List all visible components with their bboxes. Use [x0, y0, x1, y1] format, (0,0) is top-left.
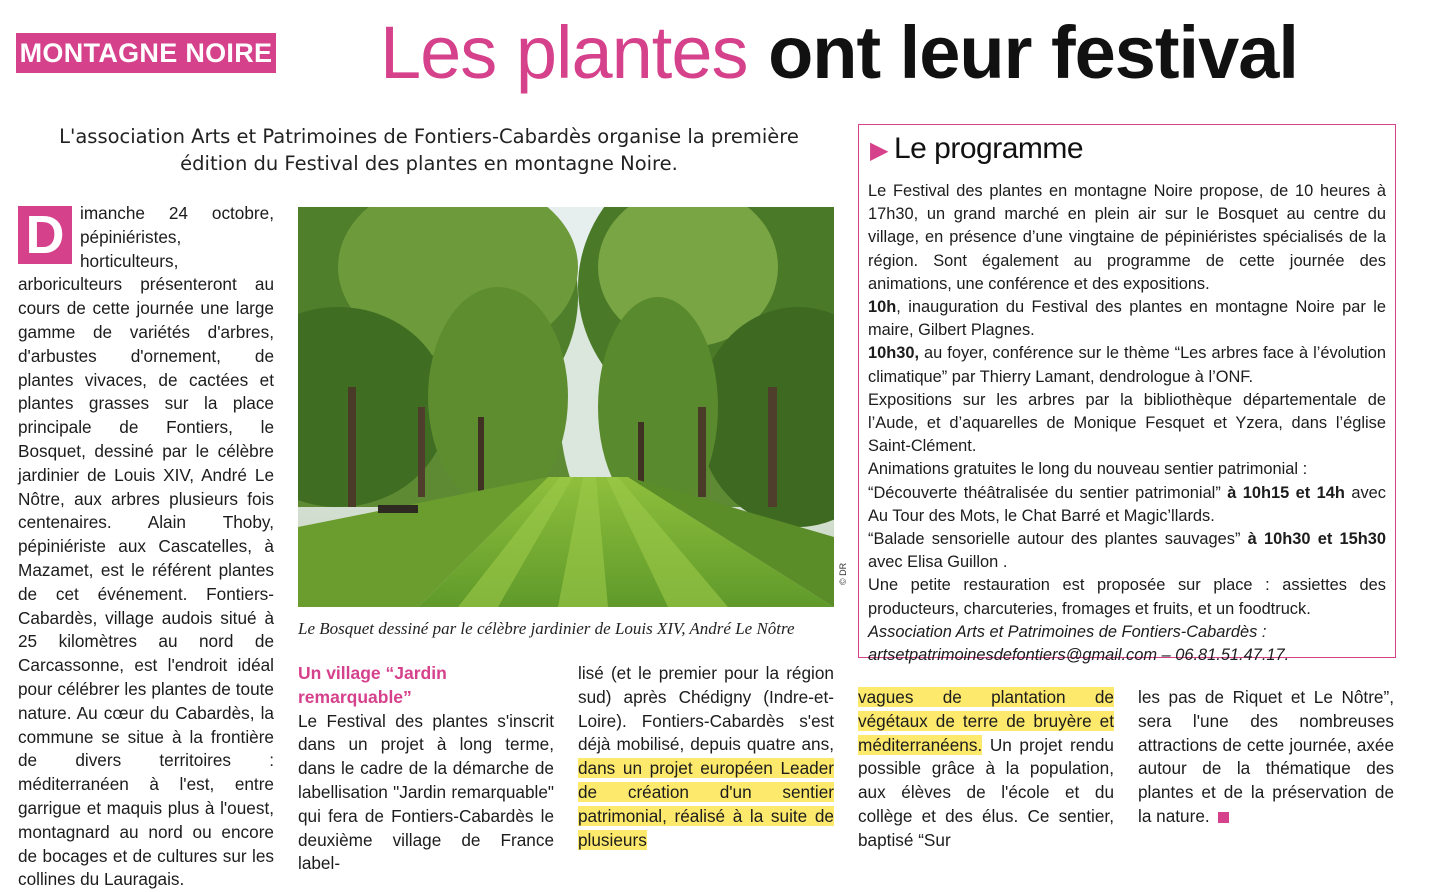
- programme-intro: Le Festival des plantes en montagne Noire propose, de 10 heures à 17h30, un grand marché en plein air sur le Bosquet au centre du village, en présence d’une vingtaine de pépiniéristes spécialisés de la région. Sont également au programme de cette journée des animations, une conférence et des expositions.: [868, 182, 1386, 293]
- article-column-3: [578, 662, 834, 852]
- programme-body: [868, 180, 1386, 667]
- programme-animation-2: [868, 528, 1386, 574]
- article-column-1: [18, 202, 274, 892]
- animation-1-title: “Découverte théâtralisée du sentier patrimonial”: [868, 483, 1221, 502]
- standfirst-line-1: L'association Arts et Patrimoines de Fontiers-Cabardès organise la première: [59, 125, 799, 148]
- programme-time-2: 10h30,: [868, 344, 920, 363]
- programme-item-2: [868, 342, 1386, 388]
- standfirst: [14, 123, 844, 177]
- animation-1-rest: avec Au Tour des Mots, le Chat Barré et Magic’llards.: [868, 483, 1386, 525]
- article-col4-text: Un projet rendu possible grâce à la population, aux élèves de l'école et du collège et des élus. Ce sentier, baptisé “Sur: [858, 734, 1114, 850]
- photo-caption: Le Bosquet dessiné par le célèbre jardinier de Louis XIV, André Le Nôtre: [298, 619, 795, 638]
- programme-contact[interactable]: artsetpatrimoinesdefontiers@gmail.com – 06.81.51.47.17.: [868, 646, 1290, 665]
- animation-2-title: “Balade sensorielle autour des plantes sauvages”: [868, 530, 1241, 549]
- programme-organiser: Association Arts et Patrimoines de Fontiers-Cabardès :: [868, 622, 1267, 641]
- programme-expo: Expositions sur les arbres par la bibliothèque départementale de l’Aude, et d’aquarelles de Monique Fesquet et Yzera, dans l’église Saint-Clément.: [868, 390, 1386, 456]
- programme-time-1: 10h: [868, 298, 897, 317]
- article-col3-highlight: dans un projet européen Leader de création d'un sentier patrimonial, réalisé à la suite de plusieurs: [578, 758, 834, 850]
- triangle-icon: ▶: [870, 137, 888, 164]
- photo-credit: © DR: [838, 562, 848, 585]
- article-column-2: [298, 662, 554, 876]
- programme-animations: Animations gratuites le long du nouveau sentier patrimonial :: [868, 460, 1308, 479]
- end-mark-icon: [1218, 812, 1229, 823]
- article-col4-highlight: vagues de plantation de végétaux de terre de bruyère et méditerranéens.: [858, 687, 1114, 755]
- animation-2-rest: avec Elisa Guillon .: [868, 553, 1008, 572]
- standfirst-line-2: édition du Festival des plantes en montagne Noire.: [180, 152, 678, 175]
- article-photo: [298, 207, 834, 607]
- headline-light: Les plantes: [380, 11, 748, 94]
- programme-item-1-text: , inauguration du Festival des plantes en montagne Noire par le maire, Gilbert Plagnes.: [868, 298, 1386, 340]
- programme-item-1: [868, 296, 1386, 342]
- animation-1-times: à 10h15 et 14h: [1227, 483, 1345, 502]
- headline-bold: ont leur festival: [768, 11, 1298, 94]
- animation-2-times: à 10h30 et 15h30: [1247, 530, 1386, 549]
- programme-animation-1: [868, 482, 1386, 528]
- subheading: Un village “Jardin remarquable”: [298, 663, 447, 707]
- article-col5-text: les pas de Riquet et Le Nôtre”, sera l'une des nombreuses attractions de cette journée, axée autour de la thématique des plantes et de la préservation de la nature.: [1138, 687, 1394, 826]
- programme-item-2-text: au foyer, conférence sur le thème “Les arbres face à l’évolution climatique” par Thierry Lamant, dendrologue à l’ONF.: [868, 344, 1386, 386]
- programme-title-text: Le programme: [893, 132, 1084, 165]
- headline: [380, 8, 1380, 98]
- article-lead-text: imanche 24 octobre, pépiniéristes, horticulteurs, arboriculteurs présenteront au cours de cette journée une large gamme de variétés d'arbres, d'arbustes d'ornement, de plantes vivaces, de cactées et plantes grasses sur la place principale de Fontiers, le Bosquet, dessiné par le célèbre jardinier de Louis XIV, André Le Nôtre, aux arbres plusieurs fois centenaires. Alain Thoby, pépiniériste aux Cascatelles, à Mazamet, est le référent plantes de cet événement. Fontiers-Cabardès, village audois situé à 25 kilomètres au nord de Carcassonne, est l'endroit idéal pour célébrer les plantes de toute nature. Au cœur du Cabardès, la commune se situe à la frontière de divers territoires : méditerranéen à l'est, entre garrigue et maquis plus à l'ouest, montagnard au nord ou encore de bocages et de cultures sur les collines du Lauragais.: [18, 203, 274, 890]
- article-column-5: [1138, 686, 1394, 829]
- programme-title: [870, 132, 1083, 166]
- article-col2-text: Le Festival des plantes s'inscrit dans un projet à long terme, dans le cadre de la démarche de labellisation "Jardin remarquable" qui fera de Fontiers-Cabardès le deuxième village de France label-: [298, 710, 554, 874]
- article-column-4: [858, 686, 1114, 853]
- programme-food: Une petite restauration est proposée sur place : assiettes des producteurs, charcuteries, fromages et fruits, et un foodtruck.: [868, 576, 1386, 618]
- dropcap: D: [18, 206, 72, 264]
- article-col3-text: lisé (et le premier pour la région sud) après Chédigny (Indre-et-Loire). Fontiers-Cabardès s'est déjà mobilisé, depuis quatre ans,: [578, 663, 834, 755]
- section-kicker: MONTAGNE NOIRE: [16, 33, 276, 73]
